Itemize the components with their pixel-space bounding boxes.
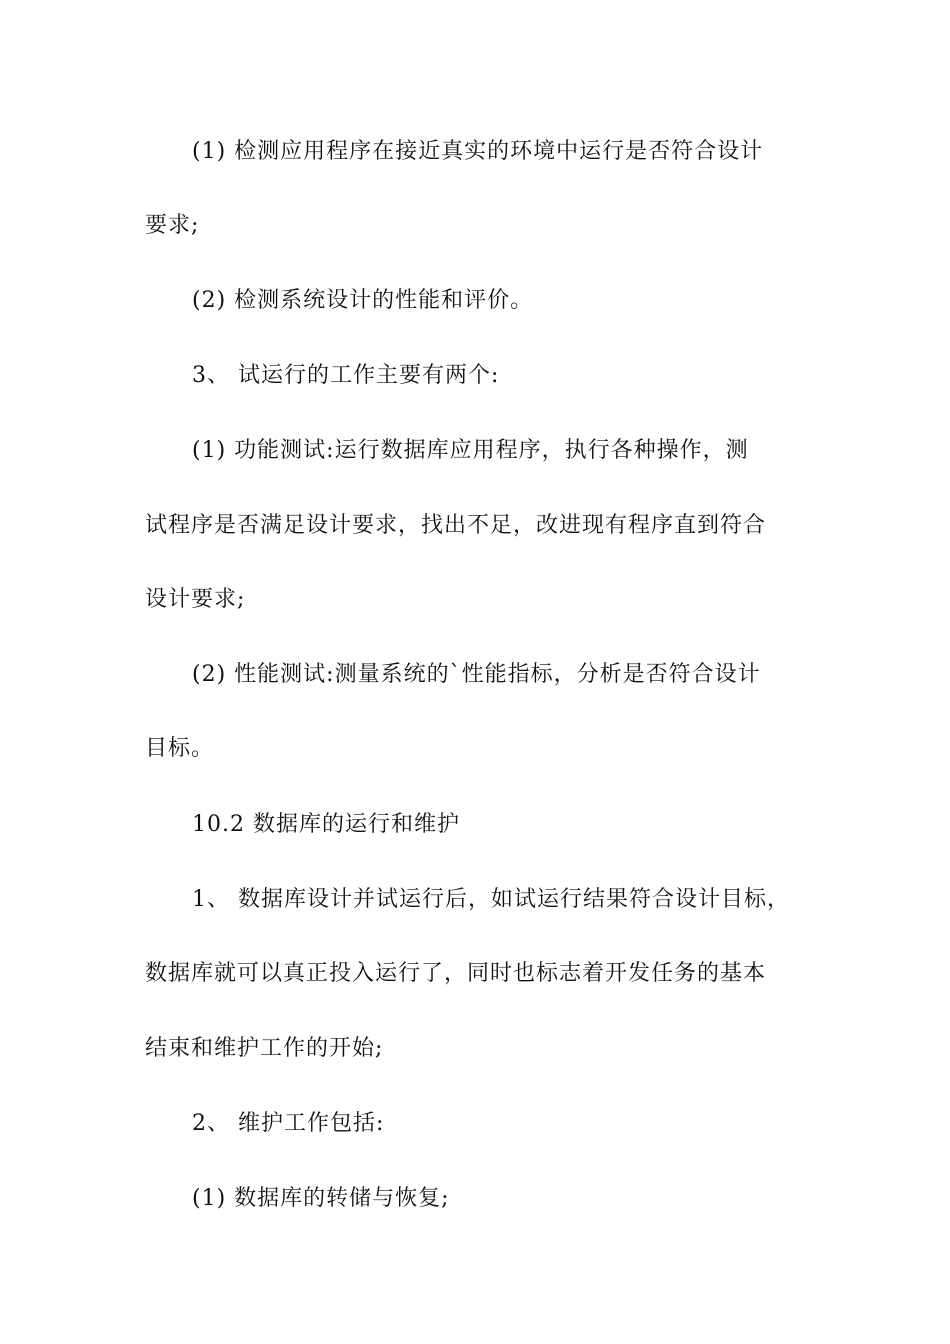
paragraph-line: 目标。 <box>145 736 215 761</box>
paragraph-line: (1) 数据库的转储与恢复; <box>192 1186 450 1211</box>
paragraph-line: 1、 数据库设计并试运行后，如试运行结果符合设计目标， <box>192 887 790 912</box>
paragraph-line: (2) 性能测试:测量系统的`性能指标，分析是否符合设计 <box>192 662 761 687</box>
paragraph-line: (1) 功能测试:运行数据库应用程序，执行各种操作，测 <box>192 438 749 463</box>
paragraph-line: 数据库就可以真正投入运行了，同时也标志着开发任务的基本 <box>145 961 767 986</box>
paragraph-line: 要求; <box>145 213 200 238</box>
section-heading: 10.2 数据库的运行和维护 <box>192 812 460 837</box>
numbered-heading: 3、 试运行的工作主要有两个: <box>192 363 500 388</box>
paragraph-line: (1) 检测应用程序在接近真实的环境中运行是否符合设计 <box>192 139 764 164</box>
paragraph-line: 试程序是否满足设计要求，找出不足，改进现有程序直到符合 <box>145 513 767 538</box>
paragraph-line: 结束和维护工作的开始; <box>145 1036 384 1061</box>
paragraph-line: (2) 检测系统设计的性能和评价。 <box>192 288 534 313</box>
paragraph-line: 设计要求; <box>145 587 246 612</box>
numbered-heading: 2、 维护工作包括: <box>192 1111 385 1136</box>
